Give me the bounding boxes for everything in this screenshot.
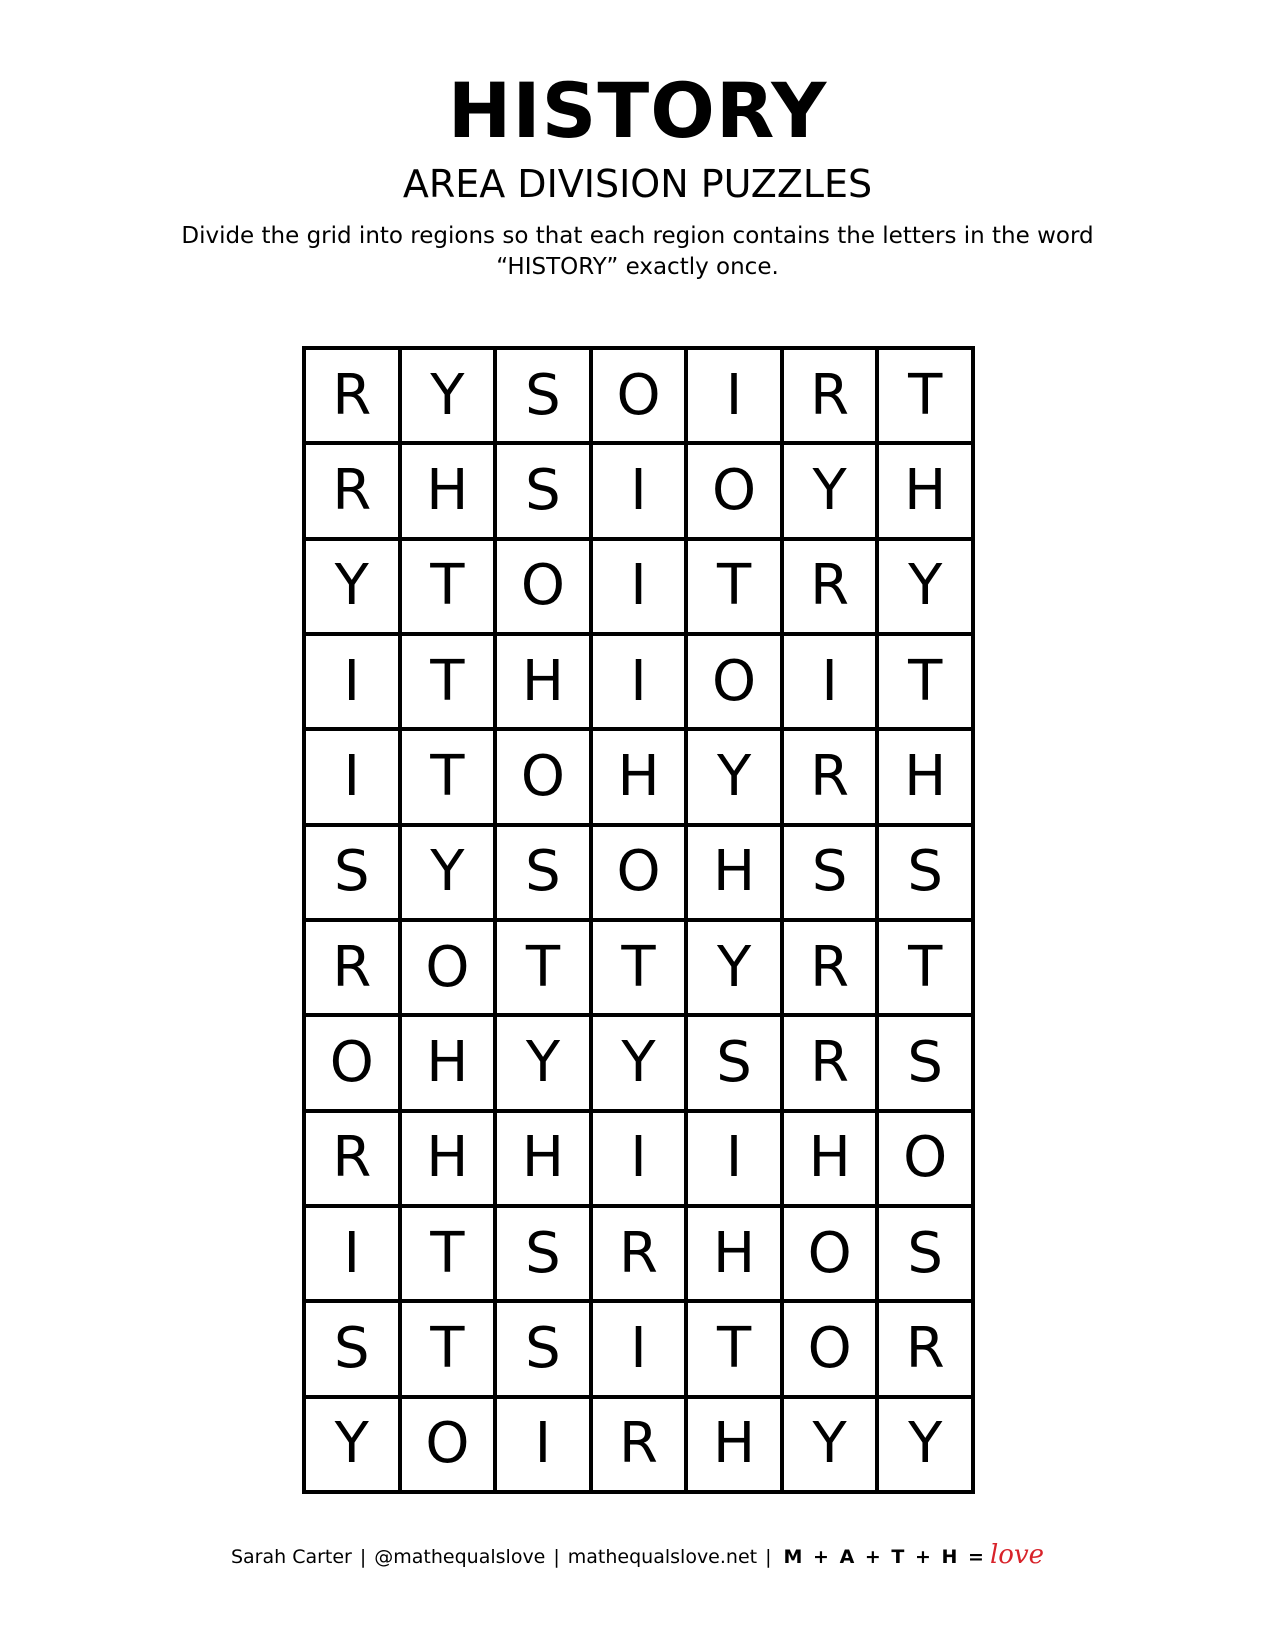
grid-cell[interactable]: Y [782,1397,878,1492]
grid-cell[interactable]: O [686,634,782,729]
grid-cell[interactable]: I [686,348,782,443]
grid-cell[interactable]: I [591,1111,687,1206]
grid-cell[interactable]: T [877,348,973,443]
puzzle-grid [302,346,975,1494]
footer [0,1541,1275,1571]
grid-cell[interactable]: Y [782,443,878,538]
grid-cell[interactable]: R [591,1397,687,1492]
grid-cell[interactable]: R [877,1301,973,1396]
grid-cell[interactable]: I [304,634,400,729]
grid-cell[interactable]: I [782,634,878,729]
grid-cell[interactable]: H [495,634,591,729]
grid-cell[interactable]: Y [591,1015,687,1110]
grid-cell[interactable]: T [400,1206,496,1301]
grid-cell[interactable]: S [304,825,400,920]
footer-handle: @mathequalslove [374,1546,546,1568]
grid-cell[interactable]: Y [495,1015,591,1110]
grid-cell[interactable]: I [495,1397,591,1492]
grid-cell[interactable]: Y [400,825,496,920]
grid-cell[interactable]: Y [877,539,973,634]
grid-cell[interactable]: T [400,634,496,729]
grid-cell[interactable]: H [877,443,973,538]
grid-cell[interactable]: H [686,1397,782,1492]
grid-cell[interactable]: Y [877,1397,973,1492]
grid-cell[interactable]: Y [304,539,400,634]
grid-cell[interactable]: O [782,1206,878,1301]
grid-cell[interactable]: H [877,729,973,824]
grid-cell[interactable]: I [686,1111,782,1206]
grid-cell[interactable]: O [877,1111,973,1206]
grid-cell[interactable]: S [495,348,591,443]
grid-cell[interactable]: R [304,443,400,538]
grid-cell[interactable]: R [782,348,878,443]
grid-cell[interactable]: S [877,1206,973,1301]
grid-cell[interactable]: O [495,729,591,824]
grid-cell[interactable]: T [686,1301,782,1396]
brand-logo-text: M + A + T + H = [783,1546,986,1568]
instructions-text: Divide the grid into regions so that each region contains the letters in the word “HISTORY” exactly once. [181,223,1094,280]
grid-cell[interactable]: S [782,825,878,920]
grid-cell[interactable]: Y [400,348,496,443]
grid-cell[interactable]: O [400,920,496,1015]
grid-cell[interactable]: O [591,348,687,443]
grid-cell[interactable]: I [304,729,400,824]
grid-cell[interactable]: I [591,1301,687,1396]
footer-separator: | [553,1546,560,1568]
grid-cell[interactable]: O [304,1015,400,1110]
grid-cell[interactable]: S [877,825,973,920]
grid-cell[interactable]: H [686,825,782,920]
grid-cell[interactable]: O [400,1397,496,1492]
grid-cell[interactable]: T [400,729,496,824]
grid-cell[interactable]: S [495,825,591,920]
grid-cell[interactable]: H [686,1206,782,1301]
footer-author: Sarah Carter [230,1546,352,1568]
grid-cell[interactable]: R [782,539,878,634]
grid-cell[interactable]: I [304,1206,400,1301]
grid-cell[interactable]: T [495,920,591,1015]
grid-cell[interactable]: T [877,920,973,1015]
grid-cell[interactable]: T [400,539,496,634]
grid-cell[interactable]: H [495,1111,591,1206]
footer-separator: | [359,1546,367,1568]
grid-cell[interactable]: R [782,920,878,1015]
grid-cell[interactable]: H [782,1111,878,1206]
grid-cell[interactable]: O [782,1301,878,1396]
grid-cell[interactable]: R [304,920,400,1015]
grid-cell[interactable]: H [400,1111,496,1206]
grid-cell[interactable]: I [591,634,687,729]
grid-cell[interactable]: R [304,348,400,443]
grid-cell[interactable]: H [400,1015,496,1110]
grid-cell[interactable]: O [591,825,687,920]
footer-separator: | [765,1546,772,1568]
grid-cell[interactable]: S [877,1015,973,1110]
grid-cell[interactable]: T [591,920,687,1015]
grid-cell[interactable]: T [400,1301,496,1396]
page-title: HISTORY [447,66,828,155]
grid-cell[interactable]: S [495,443,591,538]
grid-cell[interactable]: S [686,1015,782,1110]
grid-cell[interactable]: T [877,634,973,729]
grid-cell[interactable]: R [304,1111,400,1206]
grid-cell[interactable]: R [782,729,878,824]
page-subtitle: AREA DIVISION PUZZLES [402,162,873,206]
grid-cell[interactable]: R [591,1206,687,1301]
grid-cell[interactable]: T [686,539,782,634]
brand-logo-love: love [989,1540,1045,1570]
grid-cell[interactable]: R [782,1015,878,1110]
grid-cell[interactable]: Y [686,920,782,1015]
grid-cell[interactable]: H [400,443,496,538]
grid-cell[interactable]: O [686,443,782,538]
grid-cell[interactable]: S [304,1301,400,1396]
grid-cell[interactable]: S [495,1206,591,1301]
footer-website: mathequalslove.net [567,1546,758,1568]
grid-cell[interactable]: Y [686,729,782,824]
grid-cell[interactable]: S [495,1301,591,1396]
grid-cell[interactable]: Y [304,1397,400,1492]
grid-cell[interactable]: O [495,539,591,634]
grid-cell[interactable]: H [591,729,687,824]
grid-cell[interactable]: I [591,539,687,634]
grid-cell[interactable]: I [591,443,687,538]
